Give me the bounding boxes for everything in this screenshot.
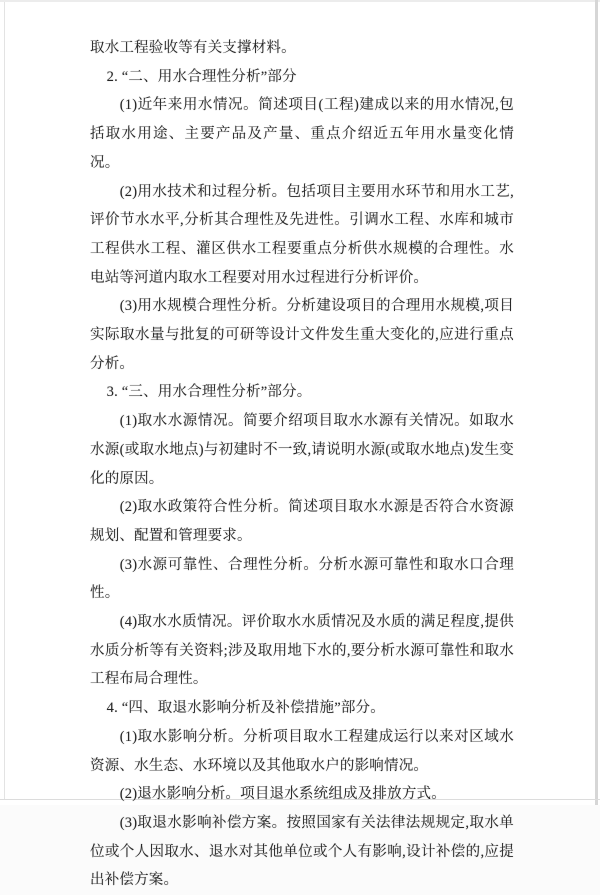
para-2-1-recent-water-use: (1)近年来用水情况。简述项目(工程)建成以来的用水情况,包括取水用途、主要产品及产量、重点介绍近五年用水量变化情况。 (90, 97, 514, 171)
scan-edge-top (0, 0, 600, 2)
para-3-4-water-quality: (4)取水水质情况。评价取水水质情况及水质的满足程度,提供水质分析等有关资料;涉及取用地下水的,要分析水源可靠性和取水工程布局合理性。 (90, 614, 514, 688)
para-2-2-water-tech-process: (2)用水技术和过程分析。包括项目主要用水环节和用水工艺,评价节水水平,分析其合理性及先进性。引调水工程、水库和城市工程供水工程、灌区供水工程要重点分析供水规模的合理性。水电站等河道内取水工程要对用水过程进行分析评价。 (90, 183, 514, 286)
para-4-1-intake-impact: (1)取水影响分析。分析项目取水工程建成运行以来对区域水资源、水生态、水环境以及其他取水户的影响情况。 (90, 728, 514, 774)
para-4-2-discharge-impact: (2)退水影响分析。项目退水系统组成及排放方式。 (119, 786, 446, 803)
para-3-2-policy-compliance: (2)取水政策符合性分析。简述项目取水水源是否符合水资源规划、配置和管理要求。 (90, 499, 514, 544)
scan-edge-left (4, 2, 5, 800)
para-3-3-source-reliability: (3)水源可靠性、合理性分析。分析水源可靠性和取水口合理性。 (90, 556, 514, 602)
heading-item-3-water-use-rationality: 3. “三、用水合理性分析”部分。 (106, 384, 312, 401)
para-continuation-support-materials: 取水工程验收等有关支撑材料。 (90, 40, 296, 56)
scan-edge-right (595, 0, 598, 805)
heading-item-4-impact-compensation: 4. “四、取退水影响分析及补偿措施”部分。 (106, 700, 385, 717)
document-content (90, 34, 514, 895)
para-2-3-water-scale-rationality: (3)用水规模合理性分析。分析建设项目的合理用水规模,项目实际取水量与批复的可研等设计文件发生重大变化的,应进行重点分析。 (90, 298, 514, 372)
heading-item-2-water-use-rationality: 2. “二、用水合理性分析”部分 (106, 68, 297, 85)
para-4-3-compensation-plan: (3)取退水影响补偿方案。按照国家有关法律法规规定,取水单位或个人因取水、退水对其他单位或个人有影响,设计补偿的,应提出补偿方案。 (90, 814, 514, 889)
para-3-1-water-source-status: (1)取水水源情况。简要介绍项目取水水源有关情况。如取水水源(或取水地点)与初建时不一致,请说明水源(或取水地点)发生变化的原因。 (90, 413, 514, 487)
